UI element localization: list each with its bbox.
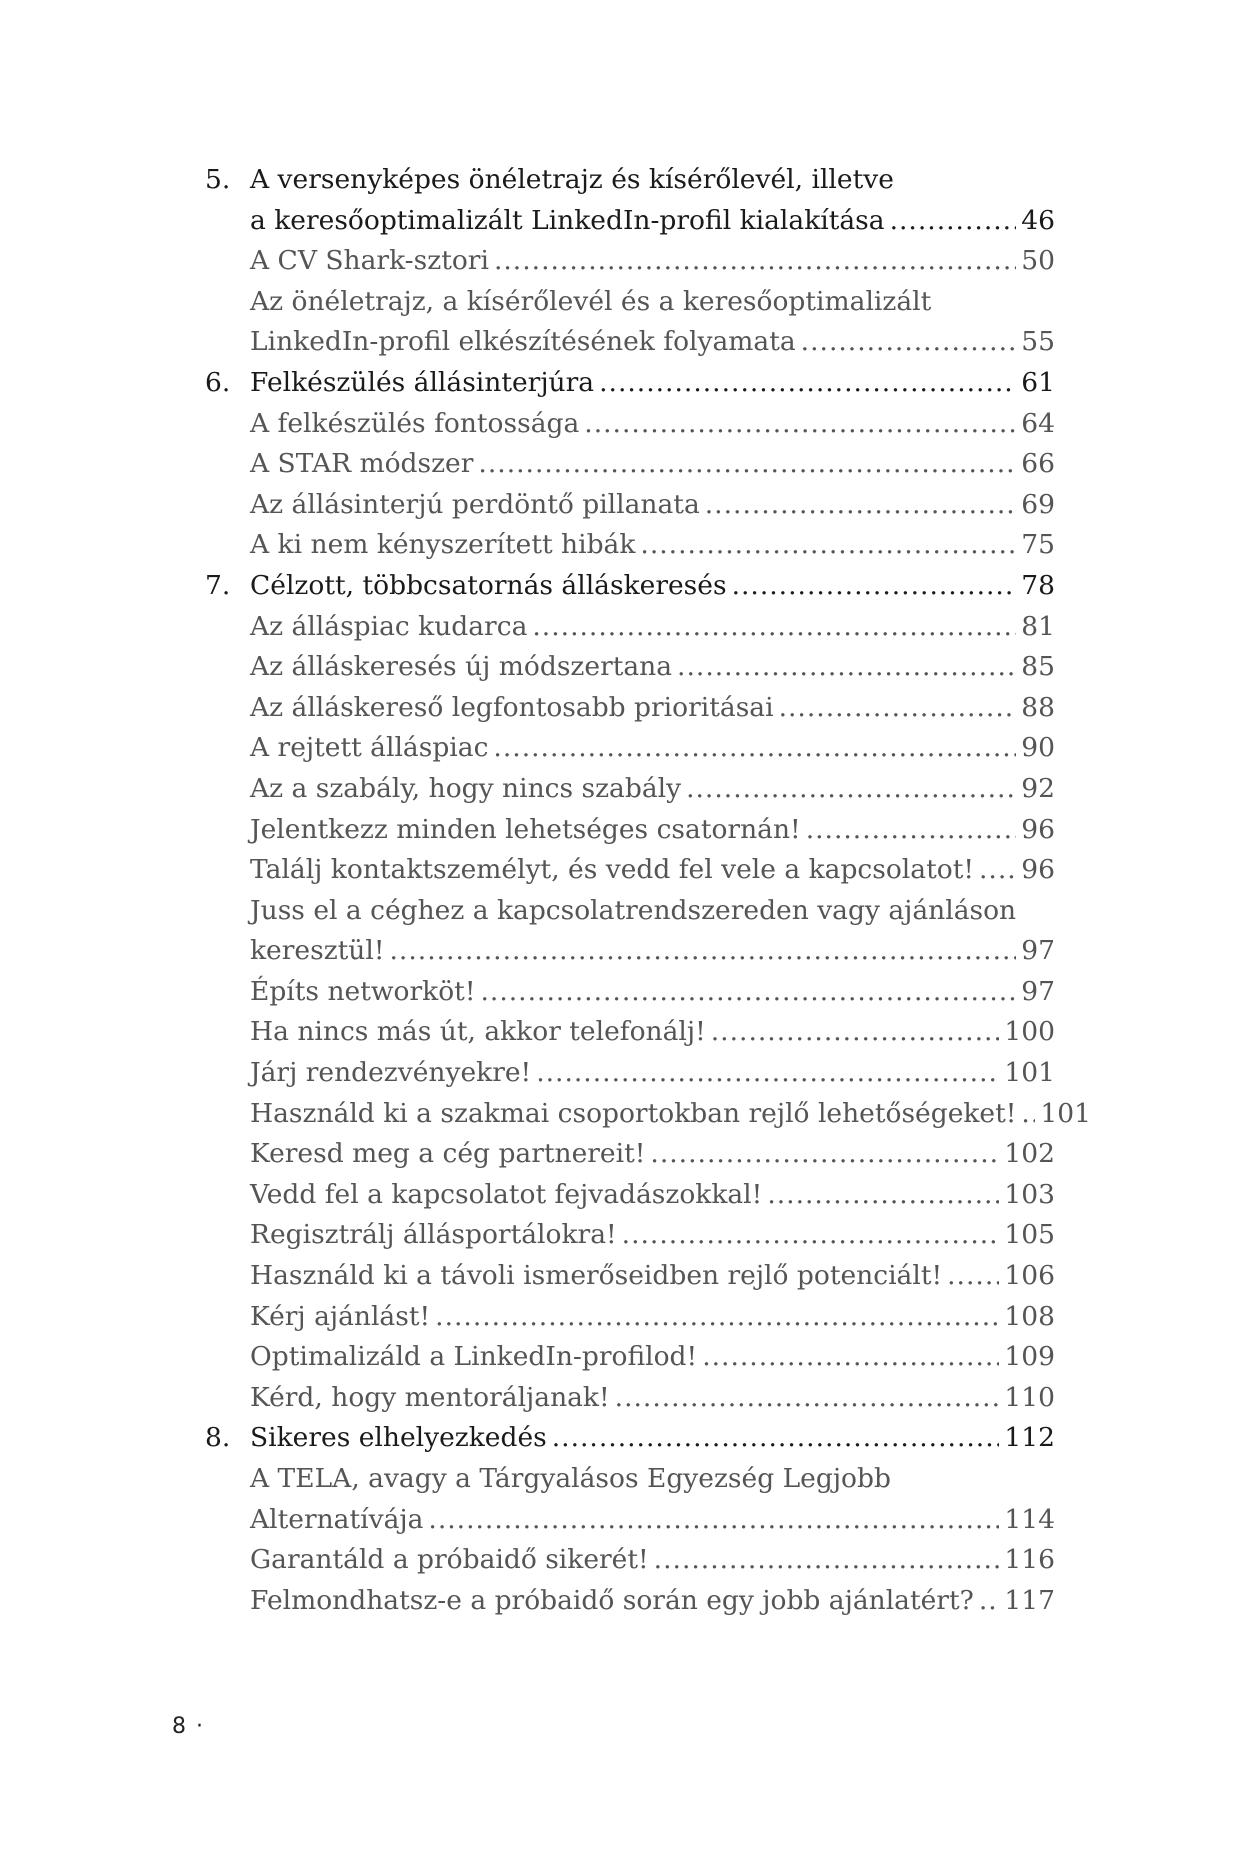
- entry-title: [250, 1012, 1055, 1053]
- entry-title-line: [250, 972, 1055, 1013]
- dot-leader: [702, 1337, 999, 1378]
- entry-page-number: 55: [1021, 326, 1055, 358]
- entry-title: [250, 647, 1055, 688]
- entry-title: [250, 282, 1055, 363]
- entry-title-line: [250, 647, 1055, 688]
- entry-page-number: 110: [1004, 1381, 1055, 1413]
- dot-leader: [979, 850, 1016, 891]
- entry-title-text: A rejtett álláspiac: [250, 732, 489, 764]
- entry-title-text: A STAR módszer: [250, 448, 474, 480]
- entry-page-number: 75: [1021, 529, 1055, 561]
- entry-title: [250, 160, 1055, 241]
- toc-section-entry: [205, 282, 1055, 363]
- dot-leader: [801, 322, 1017, 363]
- entry-page-number: 114: [1004, 1503, 1055, 1535]
- entry-title-text: Alternatívája: [250, 1503, 424, 1535]
- toc-section-entry: [205, 688, 1055, 729]
- entry-title-text: A ki nem kényszerített hibák: [250, 529, 636, 561]
- entry-title: [250, 1540, 1055, 1581]
- entry-title-line: [250, 1256, 1055, 1297]
- entry-title-line: [250, 891, 1055, 932]
- entry-title-line: [250, 282, 1055, 323]
- entry-title-line: [250, 1134, 1055, 1175]
- entry-page-number: 50: [1021, 245, 1055, 277]
- entry-title-text: Az állásinterjú perdöntő pillanata: [250, 488, 700, 520]
- entry-title-line: [250, 1012, 1055, 1053]
- entry-title: [250, 1134, 1055, 1175]
- toc-section-entry: [205, 607, 1055, 648]
- entry-page-number: 101: [1004, 1057, 1055, 1089]
- entry-title-line: [250, 1540, 1055, 1581]
- entry-title-text: Az álláskereső legfontosabb prioritásai: [250, 691, 774, 723]
- dot-leader: [979, 1581, 1000, 1622]
- entry-page-number: 88: [1021, 691, 1055, 723]
- dot-leader: [622, 1215, 1000, 1256]
- dot-leader: [390, 931, 1017, 972]
- entry-title-text: Használd ki a szakmai csoportokban rejlő lehetőségeket!: [250, 1097, 1017, 1129]
- toc-section-entry: [205, 404, 1055, 445]
- entry-title-line: [250, 566, 1055, 607]
- entry-title-line: [250, 404, 1055, 445]
- dot-leader: [532, 607, 1016, 648]
- entry-title-text: Építs networköt!: [250, 975, 476, 1007]
- toc-chapter-entry: [205, 160, 1055, 241]
- dot-leader: [705, 485, 1017, 526]
- entry-page-number: 103: [1004, 1178, 1055, 1210]
- dot-leader: [599, 363, 1016, 404]
- entry-title-text: A CV Shark-sztori: [250, 245, 489, 277]
- entry-title-text: A versenyképes önéletrajz és kísérőlevél, illetve: [250, 164, 894, 195]
- entry-page-number: 97: [1021, 975, 1055, 1007]
- entry-title: [250, 810, 1055, 851]
- entry-page-number: 69: [1021, 488, 1055, 520]
- entry-title: [250, 728, 1055, 769]
- entry-title-line: [250, 322, 1055, 363]
- entry-title: [250, 1215, 1055, 1256]
- toc-section-entry: [205, 1053, 1055, 1094]
- page-folio: [172, 1714, 203, 1739]
- dot-leader: [435, 1297, 999, 1338]
- entry-title-text: Felkészülés állásinterjúra: [250, 366, 595, 398]
- toc-chapter-entry: [205, 363, 1055, 404]
- page-number: 8: [172, 1714, 186, 1739]
- entry-title-text: Használd ki a távoli ismerőseidben rejlő potenciált!: [250, 1260, 943, 1292]
- entry-title: [250, 1175, 1055, 1216]
- entry-title-text: Az önéletrajz, a kísérőlevél és a keresőoptimalizált: [250, 285, 932, 317]
- entry-title-line: [250, 1094, 1092, 1135]
- toc-section-entry: [205, 810, 1055, 851]
- entry-page-number: 66: [1021, 448, 1055, 480]
- toc-section-entry: [205, 444, 1055, 485]
- entry-title: [250, 566, 1055, 607]
- entry-title-text: Jelentkezz minden lehetséges csatornán!: [250, 813, 801, 845]
- entry-title: [250, 363, 1055, 404]
- entry-title-line: [250, 201, 1055, 242]
- entry-title-line: [250, 607, 1055, 648]
- entry-title-text: LinkedIn-profil elkészítésének folyamata: [250, 326, 796, 358]
- entry-title: [250, 1459, 1055, 1540]
- entry-title: [250, 891, 1055, 972]
- dot-leader: [947, 1256, 999, 1297]
- entry-title: [250, 1094, 1092, 1135]
- toc-section-entry: [205, 1581, 1055, 1622]
- entry-title-text: A felkészülés fontossága: [250, 407, 580, 439]
- chapter-number: 6.: [205, 366, 231, 398]
- toc-section-entry: [205, 728, 1055, 769]
- entry-title-line: [250, 1378, 1055, 1419]
- entry-title-line: [250, 160, 1055, 201]
- entry-page-number: 81: [1021, 610, 1055, 642]
- entry-title-line: [250, 241, 1055, 282]
- dot-leader: [480, 972, 1016, 1013]
- entry-title-text: Ha nincs más út, akkor telefonálj!: [250, 1016, 706, 1048]
- chapter-number: 7.: [205, 569, 231, 601]
- entry-title-line: [250, 1215, 1055, 1256]
- entry-title-text: keresztül!: [250, 935, 385, 967]
- entry-title-text: Járj rendezvényekre!: [250, 1057, 532, 1089]
- toc-section-entry: [205, 972, 1055, 1013]
- entry-title: [250, 972, 1055, 1013]
- toc-section-entry: [205, 1337, 1055, 1378]
- entry-title: [250, 1053, 1055, 1094]
- entry-title: [250, 607, 1055, 648]
- entry-title-line: [250, 1581, 1055, 1622]
- entry-page-number: 100: [1004, 1016, 1055, 1048]
- dot-leader: [890, 201, 1017, 242]
- entry-title-text: Az a szabály, hogy nincs szabály: [250, 772, 682, 804]
- entry-page-number: 108: [1004, 1300, 1055, 1332]
- entry-title: [250, 404, 1055, 445]
- entry-title: [250, 1378, 1055, 1419]
- toc-section-entry: [205, 1215, 1055, 1256]
- dot-leader: [536, 1053, 999, 1094]
- entry-title-line: [250, 810, 1055, 851]
- toc-section-entry: [205, 1134, 1055, 1175]
- entry-title-line: [250, 1337, 1055, 1378]
- toc-section-entry: [205, 1297, 1055, 1338]
- entry-title-line: [250, 1418, 1055, 1459]
- dot-leader: [677, 647, 1016, 688]
- toc-section-entry: [205, 1012, 1055, 1053]
- toc-section-entry: [205, 241, 1055, 282]
- entry-page-number: 64: [1021, 407, 1055, 439]
- entry-page-number: 78: [1021, 569, 1055, 601]
- entry-page-number: 106: [1004, 1260, 1055, 1292]
- dot-leader: [552, 1418, 1000, 1459]
- toc-section-entry: [205, 525, 1055, 566]
- entry-page-number: 112: [1004, 1422, 1055, 1454]
- entry-title: [250, 688, 1055, 729]
- entry-page-number: 61: [1021, 366, 1055, 398]
- entry-title-text: Kérj ajánlást!: [250, 1300, 431, 1332]
- entry-title: [250, 769, 1055, 810]
- dot-leader: [654, 1540, 1000, 1581]
- dot-leader: [640, 525, 1016, 566]
- entry-page-number: 117: [1004, 1584, 1055, 1616]
- entry-page-number: 116: [1004, 1544, 1055, 1576]
- entry-page-number: 92: [1021, 772, 1055, 804]
- entry-page-number: 46: [1021, 204, 1055, 236]
- folio-separator: ·: [196, 1714, 203, 1739]
- entry-page-number: 102: [1004, 1138, 1055, 1170]
- entry-title-line: [250, 1297, 1055, 1338]
- entry-title-line: [250, 485, 1055, 526]
- dot-leader: [493, 728, 1016, 769]
- entry-title-text: Az álláspiac kudarca: [250, 610, 528, 642]
- entry-page-number: 96: [1021, 813, 1055, 845]
- dot-leader: [732, 566, 1017, 607]
- entry-title-text: Felmondhatsz-e a próbaidő során egy jobb ajánlatért?: [250, 1584, 974, 1616]
- dot-leader: [584, 404, 1016, 445]
- dot-leader: [615, 1378, 1000, 1419]
- table-of-contents: [205, 160, 1092, 1621]
- entry-title-line: [250, 931, 1055, 972]
- dot-leader: [1021, 1094, 1035, 1135]
- entry-title-text: a keresőoptimalizált LinkedIn-profil kialakítása: [250, 204, 885, 236]
- entry-title-line: [250, 1500, 1055, 1541]
- dot-leader: [494, 241, 1016, 282]
- entry-title-line: [250, 444, 1055, 485]
- toc-section-entry: [205, 850, 1055, 891]
- dot-leader: [767, 1175, 999, 1216]
- entry-title-line: [250, 769, 1055, 810]
- toc-section-entry: [205, 485, 1055, 526]
- chapter-number: 5.: [205, 164, 231, 195]
- entry-page-number: 96: [1021, 854, 1055, 886]
- toc-section-entry: [205, 1378, 1055, 1419]
- toc-chapter-entry: [205, 1418, 1055, 1459]
- entry-page-number: 101: [1040, 1097, 1092, 1129]
- dot-leader: [711, 1012, 1000, 1053]
- entry-title-line: [250, 1175, 1055, 1216]
- entry-title-line: [250, 525, 1055, 566]
- dot-leader: [779, 688, 1017, 729]
- dot-leader: [806, 810, 1017, 851]
- toc-section-entry: [205, 647, 1055, 688]
- entry-title-text: Garantáld a próbaidő sikerét!: [250, 1544, 649, 1576]
- dot-leader: [650, 1134, 999, 1175]
- entry-title-text: Találj kontaktszemélyt, és vedd fel vele a kapcsolatot!: [250, 854, 974, 886]
- entry-title: [250, 444, 1055, 485]
- entry-title-text: Juss el a céghez a kapcsolatrendszereden vagy ajánláson: [250, 894, 1017, 926]
- entry-title-line: [250, 688, 1055, 729]
- entry-title-text: Kérd, hogy mentoráljanak!: [250, 1381, 610, 1413]
- entry-title-line: [250, 728, 1055, 769]
- entry-title: [250, 1297, 1055, 1338]
- entry-title-text: A TELA, avagy a Tárgyalásos Egyezség Legjobb: [250, 1463, 891, 1494]
- dot-leader: [686, 769, 1016, 810]
- entry-title: [250, 1581, 1055, 1622]
- entry-title-text: Optimalizáld a LinkedIn-profilod!: [250, 1341, 698, 1373]
- toc-chapter-entry: [205, 566, 1055, 607]
- entry-title: [250, 1256, 1055, 1297]
- entry-title: [250, 485, 1055, 526]
- toc-section-entry: [205, 1175, 1055, 1216]
- toc-section-entry: [205, 891, 1055, 972]
- entry-page-number: 90: [1021, 732, 1055, 764]
- entry-title: [250, 1418, 1055, 1459]
- entry-title-line: [250, 1053, 1055, 1094]
- entry-title: [250, 850, 1055, 891]
- entry-title: [250, 1337, 1055, 1378]
- entry-title-text: Regisztrálj állásportálokra!: [250, 1219, 617, 1251]
- entry-page-number: 109: [1004, 1341, 1055, 1373]
- chapter-number: 8.: [205, 1422, 231, 1454]
- dot-leader: [428, 1500, 999, 1541]
- entry-title-line: [250, 1459, 1055, 1500]
- entry-title-line: [250, 363, 1055, 404]
- toc-section-entry: [205, 1459, 1055, 1540]
- entry-title-text: Sikeres elhelyezkedés: [250, 1422, 547, 1454]
- entry-title-text: Vedd fel a kapcsolatot fejvadászokkal!: [250, 1178, 763, 1210]
- toc-section-entry: [205, 1094, 1092, 1135]
- toc-section-entry: [205, 1256, 1055, 1297]
- entry-page-number: 97: [1021, 935, 1055, 967]
- entry-title: [250, 241, 1055, 282]
- toc-section-entry: [205, 769, 1055, 810]
- entry-title-text: Az álláskeresés új módszertana: [250, 651, 673, 683]
- entry-page-number: 85: [1021, 651, 1055, 683]
- dot-leader: [478, 444, 1016, 485]
- entry-page-number: 105: [1004, 1219, 1055, 1251]
- entry-title-line: [250, 850, 1055, 891]
- toc-section-entry: [205, 1540, 1055, 1581]
- entry-title-text: Keresd meg a cég partnereit!: [250, 1138, 646, 1170]
- entry-title-text: Célzott, többcsatornás álláskeresés: [250, 569, 727, 601]
- entry-title: [250, 525, 1055, 566]
